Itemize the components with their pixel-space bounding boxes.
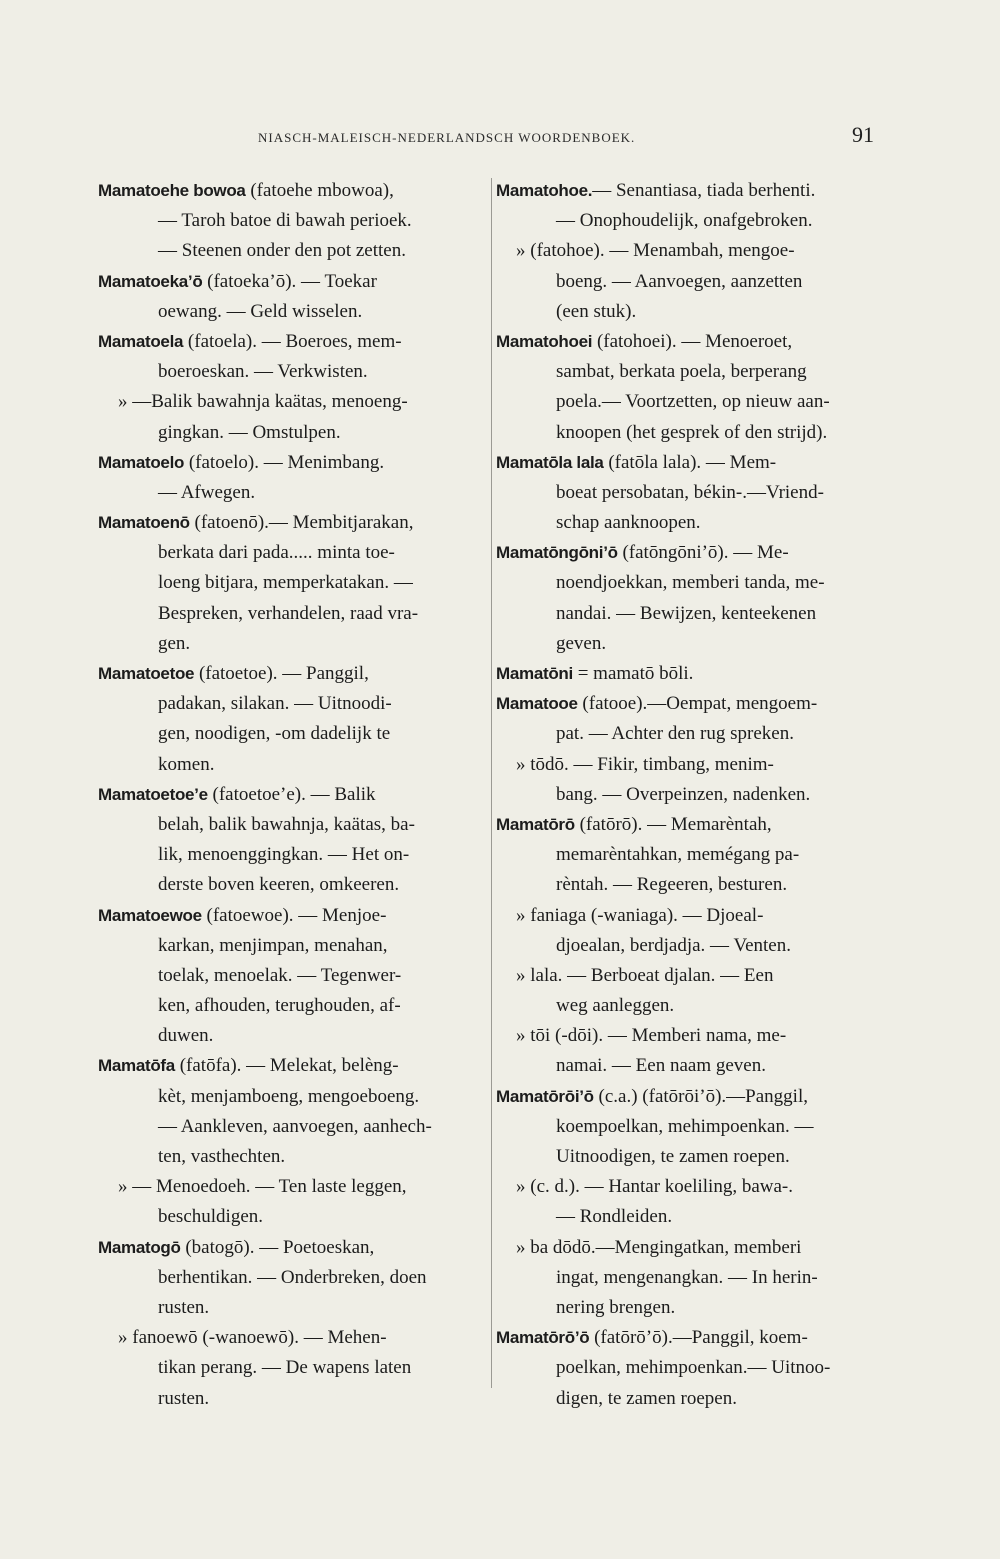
definition-text: » lala. — Berboeat djalan. — Een (516, 964, 774, 986)
definition-text: (fatoela). — Boeroes, mem- (183, 330, 402, 352)
definition-text: Uitnoodigen, te zamen roepen. (556, 1146, 790, 1167)
headword: Mamatoetoe (98, 664, 195, 683)
definition-text: berhentikan. — Onderbreken, doen (158, 1266, 427, 1288)
entry-continuation-line (496, 1142, 884, 1172)
definition-text: (fatōrō). — Memarèntah, (574, 813, 772, 835)
definition-text: (fatoetoe). — Panggil, (194, 663, 369, 684)
entry-continuation-line (496, 1021, 884, 1051)
definition-text: poelkan, mehimpoenkan.— Uitnoo- (556, 1357, 831, 1379)
headword: Mamatoenō (98, 513, 190, 533)
entry-continuation-line (98, 538, 488, 568)
headword: Mamatoela (98, 331, 184, 351)
definition-text: » faniaga (-waniaga). — Djoeal- (516, 904, 764, 926)
definition-text: lik, menoenggingkan. — Het on- (158, 844, 410, 866)
definition-text: rèntah. — Regeeren, besturen. (556, 874, 788, 896)
entry-continuation-line (98, 810, 488, 840)
definition-text: (fatooe).—Oempat, mengoem- (577, 693, 818, 715)
definition-text: digen, te zamen roepen. (556, 1387, 737, 1409)
entry-line (496, 1323, 884, 1353)
entry-line (98, 508, 488, 538)
definition-text: djoealan, berdjadja. — Venten. (556, 934, 791, 956)
definition-text: ten, vasthechten. (158, 1146, 286, 1167)
entry-continuation-line (98, 568, 488, 598)
entry-line (496, 1082, 884, 1112)
definition-text: bang. — Overpeinzen, nadenken. (556, 783, 811, 805)
entry-continuation-line (98, 297, 488, 327)
entry-continuation-line (496, 297, 884, 327)
definition-text: (c.a.) (fatōrōi’ō).—Panggil, (593, 1085, 808, 1107)
entry-line (98, 1051, 488, 1081)
definition-text: — Taroh batoe di bawah perioek. (158, 210, 412, 232)
entry-line (98, 901, 488, 931)
definition-text: (fatoelo). — Menimbang. (184, 451, 385, 473)
definition-text: (fatoetoe’e). — Balik (207, 783, 376, 805)
entry-continuation-line (496, 206, 884, 236)
definition-text: — Aankleven, aanvoegen, aanhech- (158, 1115, 432, 1137)
entry-continuation-line (98, 961, 488, 991)
definition-text: noendjoekkan, memberi tanda, me- (556, 572, 825, 594)
definition-text: rusten. (158, 1387, 210, 1409)
headword: Mamatōni (496, 664, 573, 683)
definition-text: koempoelkan, mehimpoenkan. — (556, 1115, 814, 1137)
entry-line (496, 448, 884, 478)
definition-text: oewang. — Geld wisselen. (158, 300, 363, 322)
entry-continuation-line (98, 1142, 488, 1172)
definition-text: (fatōngōni’ō). — Me- (617, 542, 789, 564)
entry-continuation-line (98, 870, 488, 900)
definition-text: gen. (158, 632, 191, 654)
entry-continuation-line (496, 508, 884, 538)
headword: Mamatōngōni’ō (496, 543, 618, 563)
headword: Mamatoelo (98, 452, 185, 472)
entry-continuation-line (496, 1293, 884, 1323)
definition-text: sambat, berkata poela, berperang (556, 361, 807, 383)
definition-text: (fatōla lala). — Mem- (603, 451, 777, 473)
entry-continuation-line (496, 387, 884, 417)
entry-continuation-line (98, 418, 488, 448)
entry-continuation-line (98, 236, 488, 266)
headword: Mamatōfa (98, 1056, 175, 1076)
page-number: 91 (852, 122, 874, 147)
entry-continuation-line (98, 931, 488, 961)
definition-text: (fatōfa). — Melekat, belèng- (174, 1055, 399, 1077)
definition-text: namai. — Een naam geven. (556, 1055, 766, 1077)
entry-continuation-line (496, 991, 884, 1021)
entry-line (496, 810, 884, 840)
definition-text: berkata dari pada..... minta toe- (158, 542, 395, 564)
definition-text: memarèntahkan, memégang pa- (556, 844, 800, 866)
definition-text: — Steenen onder den pot zetten. (158, 240, 406, 262)
entry-line (98, 267, 488, 297)
definition-text: boeroeskan. — Verkwisten. (158, 361, 368, 383)
definition-text: — Senantiasa, tiada berhenti. (592, 180, 816, 201)
entry-continuation-line (496, 870, 884, 900)
definition-text: (fatoehe mbowoa), (245, 180, 394, 201)
definition-text: toelak, menoelak. — Tegenwer- (158, 964, 402, 986)
entry-continuation-line (98, 1353, 488, 1383)
entry-line (98, 1233, 488, 1263)
entry-continuation-line (98, 206, 488, 236)
entry-continuation-line (496, 1233, 884, 1263)
entry-line (496, 538, 884, 568)
entry-continuation-line (496, 1112, 884, 1142)
definition-text: ken, afhouden, terughouden, af- (158, 995, 401, 1017)
entry-line (98, 659, 488, 689)
definition-text: knoopen (het gesprek of den strijd). (556, 421, 828, 443)
headword: Mamatōrō’ō (496, 1328, 590, 1348)
entry-continuation-line (98, 1021, 488, 1051)
definition-text: pat. — Achter den rug spreken. (556, 723, 794, 745)
entry-continuation-line (98, 1263, 488, 1293)
entry-continuation-line (98, 1293, 488, 1323)
definition-text: duwen. (158, 1025, 214, 1047)
definition-text: = mamatō bōli. (572, 663, 694, 684)
entry-continuation-line (98, 629, 488, 659)
definition-text: » tōi (-dōi). — Memberi nama, me- (516, 1025, 787, 1047)
definition-text: (fatōrō’ō).—Panggil, koem- (589, 1327, 808, 1349)
entry-line (496, 327, 884, 357)
entry-continuation-line (98, 719, 488, 749)
definition-text: gingkan. — Omstulpen. (158, 421, 341, 443)
column-divider (491, 178, 492, 1388)
entry-continuation-line (98, 1323, 488, 1353)
right-column (496, 176, 884, 1414)
entry-continuation-line (496, 629, 884, 659)
entry-continuation-line (98, 387, 488, 417)
definition-text: — Afwegen. (158, 481, 256, 503)
definition-text: » (fatohoe). — Menambah, mengoe- (516, 240, 795, 262)
definition-text: — Rondleiden. (556, 1206, 673, 1228)
entry-continuation-line (496, 1172, 884, 1202)
entry-continuation-line (496, 418, 884, 448)
definition-text: » (c. d.). — Hantar koeliling, bawa-. (516, 1176, 793, 1198)
entry-continuation-line (496, 1202, 884, 1232)
entry-line (496, 689, 884, 719)
entry-continuation-line (98, 1202, 488, 1232)
definition-text: padakan, silakan. — Uitnoodi- (158, 693, 392, 715)
definition-text: derste boven keeren, omkeeren. (158, 874, 400, 896)
definition-text: (een stuk). (556, 300, 637, 322)
definition-text: loeng bitjara, memperkatakan. — (158, 572, 413, 594)
headword: Mamatooe (496, 694, 578, 714)
definition-text: geven. (556, 632, 607, 654)
entry-continuation-line (496, 568, 884, 598)
entry-continuation-line (496, 840, 884, 870)
definition-text: boeng. — Aanvoegen, aanzetten (556, 270, 803, 292)
entry-continuation-line (496, 901, 884, 931)
definition-text: (fatoeka’ō). — Toekar (202, 270, 377, 292)
headword: Mamatōrōi’ō (496, 1086, 594, 1106)
headword: Mamatoetoe’e (98, 784, 208, 804)
definition-text: (fatohoei). — Menoeroet, (592, 330, 793, 352)
headword: Mamatoehe bowoa (98, 181, 246, 200)
entry-line (98, 327, 488, 357)
definition-text: komen. (158, 753, 215, 775)
entry-continuation-line (496, 599, 884, 629)
definition-text: Bespreken, verhandelen, raad vra- (158, 602, 419, 624)
headword: Mamatohoei (496, 331, 593, 351)
headword: Mamatōrō (496, 814, 575, 834)
entry-continuation-line (98, 991, 488, 1021)
entry-continuation-line (496, 750, 884, 780)
definition-text: rusten. (158, 1296, 210, 1318)
entry-line (496, 659, 884, 689)
entry-continuation-line (496, 236, 884, 266)
definition-text: (fatoewoe). — Menjoe- (201, 904, 387, 926)
headword: Mamatōla lala (496, 452, 604, 472)
headword: Mamatoeka’ō (98, 271, 203, 291)
headword: Mamatogō (98, 1237, 181, 1257)
entry-continuation-line (98, 599, 488, 629)
definition-text: — Onophoudelijk, onafgebroken. (556, 210, 813, 232)
entry-continuation-line (496, 478, 884, 508)
entry-continuation-line (98, 750, 488, 780)
definition-text: » —Balik bawahnja kaätas, menoeng- (118, 391, 408, 413)
running-head (0, 122, 1000, 152)
entry-continuation-line (496, 267, 884, 297)
entry-continuation-line (496, 931, 884, 961)
entry-continuation-line (98, 1082, 488, 1112)
headword: Mamatoewoe (98, 905, 202, 925)
entry-line (98, 176, 488, 206)
definition-text: » — Menoedoeh. — Ten laste leggen, (118, 1176, 407, 1198)
definition-text: » tōdō. — Fikir, timbang, menim- (516, 753, 774, 775)
entry-line (98, 448, 488, 478)
headword: Mamatohoe. (496, 181, 593, 200)
definition-text: ingat, mengenangkan. — In herin- (556, 1266, 818, 1288)
definition-text: karkan, menjimpan, menahan, (158, 934, 388, 956)
definition-text: boeat persobatan, békin-.—Vriend- (556, 481, 824, 503)
definition-text: nering brengen. (556, 1296, 676, 1318)
entry-continuation-line (496, 1353, 884, 1383)
definition-text: kèt, menjamboeng, mengoeboeng. (158, 1085, 420, 1107)
entry-continuation-line (98, 1384, 488, 1414)
definition-text: (fatoenō).— Membitjarakan, (189, 512, 414, 534)
definition-text: » fanoewō (-wanoewō). — Mehen- (118, 1327, 387, 1349)
running-title: NIASCH-MALEISCH-NEDERLANDSCH WOORDENBOEK. (258, 130, 636, 145)
entry-continuation-line (98, 1112, 488, 1142)
entry-continuation-line (98, 840, 488, 870)
definition-text: tikan perang. — De wapens laten (158, 1357, 412, 1379)
definition-text: belah, balik bawahnja, kaätas, ba- (158, 813, 415, 835)
left-column (98, 176, 488, 1414)
entry-continuation-line (98, 689, 488, 719)
entry-continuation-line (496, 780, 884, 810)
entry-line (98, 780, 488, 810)
definition-text: » ba dōdō.—Mengingatkan, memberi (516, 1236, 802, 1258)
entry-continuation-line (98, 478, 488, 508)
definition-text: weg aanleggen. (556, 995, 675, 1017)
entry-continuation-line (496, 961, 884, 991)
entry-continuation-line (496, 357, 884, 387)
entry-continuation-line (98, 357, 488, 387)
entry-line (496, 176, 884, 206)
entry-continuation-line (496, 1051, 884, 1081)
definition-text: schap aanknoopen. (556, 512, 701, 534)
entry-continuation-line (496, 1384, 884, 1414)
definition-text: beschuldigen. (158, 1206, 264, 1228)
definition-text: nandai. — Bewijzen, kenteekenen (556, 602, 817, 624)
definition-text: gen, noodigen, -om dadelijk te (158, 723, 391, 745)
entry-continuation-line (496, 1263, 884, 1293)
entry-continuation-line (496, 719, 884, 749)
entry-continuation-line (98, 1172, 488, 1202)
definition-text: (batogō). — Poetoeskan, (180, 1236, 375, 1258)
definition-text: poela.— Voortzetten, op nieuw aan- (556, 391, 830, 413)
